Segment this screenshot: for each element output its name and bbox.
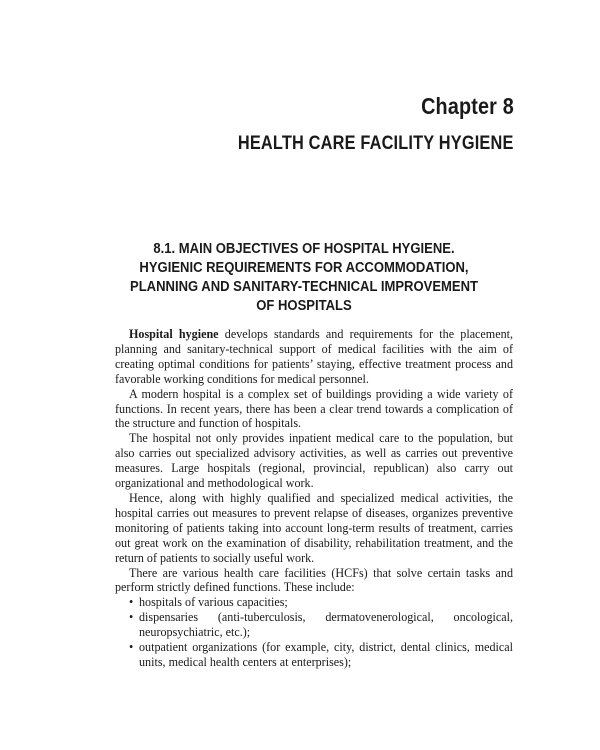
list-item-text: hospitals of various capacities; bbox=[139, 595, 288, 610]
bullet-icon: • bbox=[129, 610, 134, 625]
list-item-text: dispensaries (anti-tuberculosis, dermatovenerological, oncological, neuropsychiatric, etc.); bbox=[139, 610, 513, 640]
section-heading-line: OF HOSPITALS bbox=[256, 298, 352, 314]
list-item bbox=[115, 610, 513, 640]
bullet-icon: • bbox=[129, 640, 134, 655]
section-heading bbox=[104, 240, 504, 316]
section-heading-line: PLANNING AND SANITARY-TECHNICAL IMPROVEMENT bbox=[129, 279, 478, 295]
bullet-icon: • bbox=[129, 595, 134, 610]
paragraph-hospital-hygiene bbox=[115, 327, 513, 387]
list-item bbox=[115, 595, 513, 610]
chapter-label: Chapter 8 bbox=[421, 93, 514, 119]
paragraph-text: develops standards and requirements for the placement, planning and sanitary-technical support of medical facilities with the aim of creating optimal conditions for patients’ staying, effective treatment process and favorable working conditions for medical personnel. bbox=[115, 327, 513, 386]
paragraph-inpatient-care: The hospital not only provides inpatient medical care to the population, but also carries out specialized advisory activities, as well as carries out preventive measures. Large hospitals (regional, provincial, republican) also carry out organizational and methodological work. bbox=[115, 431, 513, 491]
list-item bbox=[115, 640, 513, 670]
paragraph-hcf-types: There are various health care facilities (HCFs) that solve certain tasks and perform strictly defined functions. These include: bbox=[115, 565, 513, 595]
hcf-list bbox=[115, 595, 513, 670]
paragraph-specialized-activities: Hence, along with highly qualified and specialized medical activities, the hospital carries out measures to prevent relapse of diseases, organizes preventive monitoring of patients taking into account long-term results of treatment, carries out great work on the examination of disability, rehabilitation treatment, and the return of patients to socially useful work. bbox=[115, 490, 513, 565]
term-hospital-hygiene: Hospital hygiene bbox=[129, 327, 219, 341]
paragraph-modern-hospital: A modern hospital is a complex set of buildings providing a wide variety of functions. In recent years, there has been a clear trend towards a complication of the structure and function of hospitals. bbox=[115, 386, 513, 431]
body-text bbox=[115, 327, 513, 670]
section-heading-line: 8.1. MAIN OBJECTIVES OF HOSPITAL HYGIENE. bbox=[153, 241, 455, 257]
chapter-title: HEALTH CARE FACILITY HYGIENE bbox=[238, 133, 514, 154]
section-heading-line: HYGIENIC REQUIREMENTS FOR ACCOMMODATION, bbox=[139, 260, 469, 276]
list-item-text: outpatient organizations (for example, city, district, dental clinics, medical units, medical health centers at enterprises); bbox=[139, 640, 513, 669]
